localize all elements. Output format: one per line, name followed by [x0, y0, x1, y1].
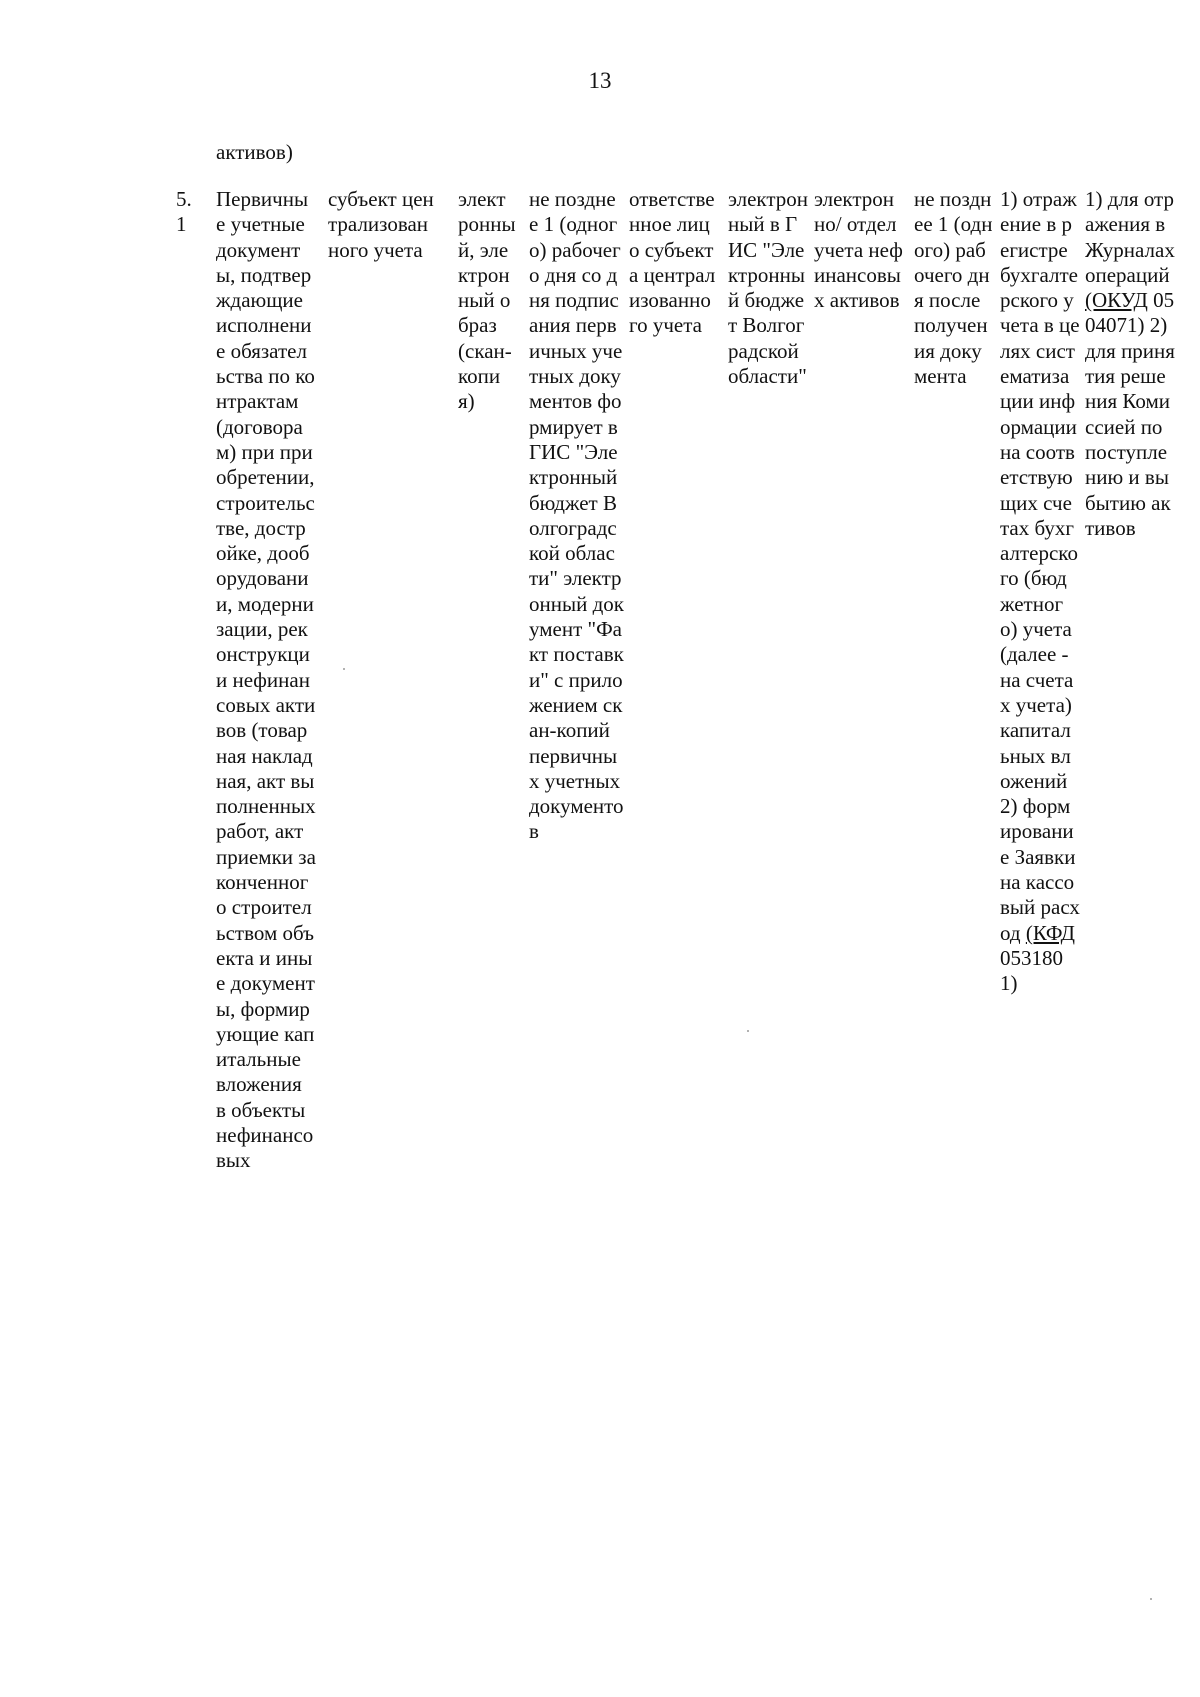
page-number: 13: [588, 68, 612, 93]
cell-deadline: не позднее 1 (одного) рабочего дня со дня подписания первичных учетных документов формирует в ГИС "Электронный бюджет Волгоградской области" электронный документ "Факт поставки" с приложением скан-копий первичных учетных документов: [529, 187, 624, 844]
cell-usage: [1000, 187, 1080, 997]
kfd-link[interactable]: (КФД: [1025, 920, 1075, 945]
cell-document-name: Первичные учетные документы, подтверждающие исполнение обязательства по контрактам (договорам) при приобретении, строительстве, достройке, дооборудовании, модернизации, реконструкции нефинансовых активов (товарная накладная, акт выполненных работ, акт приемки законченного строительством объекта и иные документы, формирующие капитальные вложения в объекты нефинансовых: [216, 187, 316, 1173]
purpose-text-end: 0504071) 2) для принятия решения Комиссией по поступлению и выбытию активов: [1085, 288, 1175, 540]
cell-system: электронный в ГИС "Электронный бюджет Волгоградской области": [728, 187, 809, 389]
cell-purpose: [1085, 187, 1175, 541]
row-number: 5.1: [176, 187, 192, 237]
usage-text: 1) отражение в регистре бухгалтерского учета в целях систематизации информации на соответствующих счетах бухгалтерского (бюджетного) учета (далее - на счетах учета) капитальных вложений 2) формирование Заявки на кассовый расход: [1000, 187, 1080, 945]
cell-recipient: электронно/ отдел учета нефинансовых активов: [814, 187, 903, 313]
purpose-text: 1) для отражения в Журналах операций: [1085, 187, 1175, 287]
scan-speck: [343, 668, 345, 670]
usage-text-end: 0531801): [1000, 945, 1063, 996]
scan-speck: [1150, 1598, 1152, 1600]
cell-processing-deadline: не позднее 1 (одного) рабочего дня после получения документа: [914, 187, 993, 389]
cell-responsible: ответственное лицо субъекта централизованного учета: [629, 187, 716, 338]
cell-format: электронный, электронный образ (скан-копия): [458, 187, 516, 414]
scan-speck: [747, 1030, 749, 1032]
okud-link[interactable]: (ОКУД: [1085, 288, 1148, 313]
table-row: [0, 187, 1200, 1587]
cell-creator: субъект централизованного учета: [328, 187, 434, 262]
continued-cell-text: активов): [216, 140, 293, 164]
